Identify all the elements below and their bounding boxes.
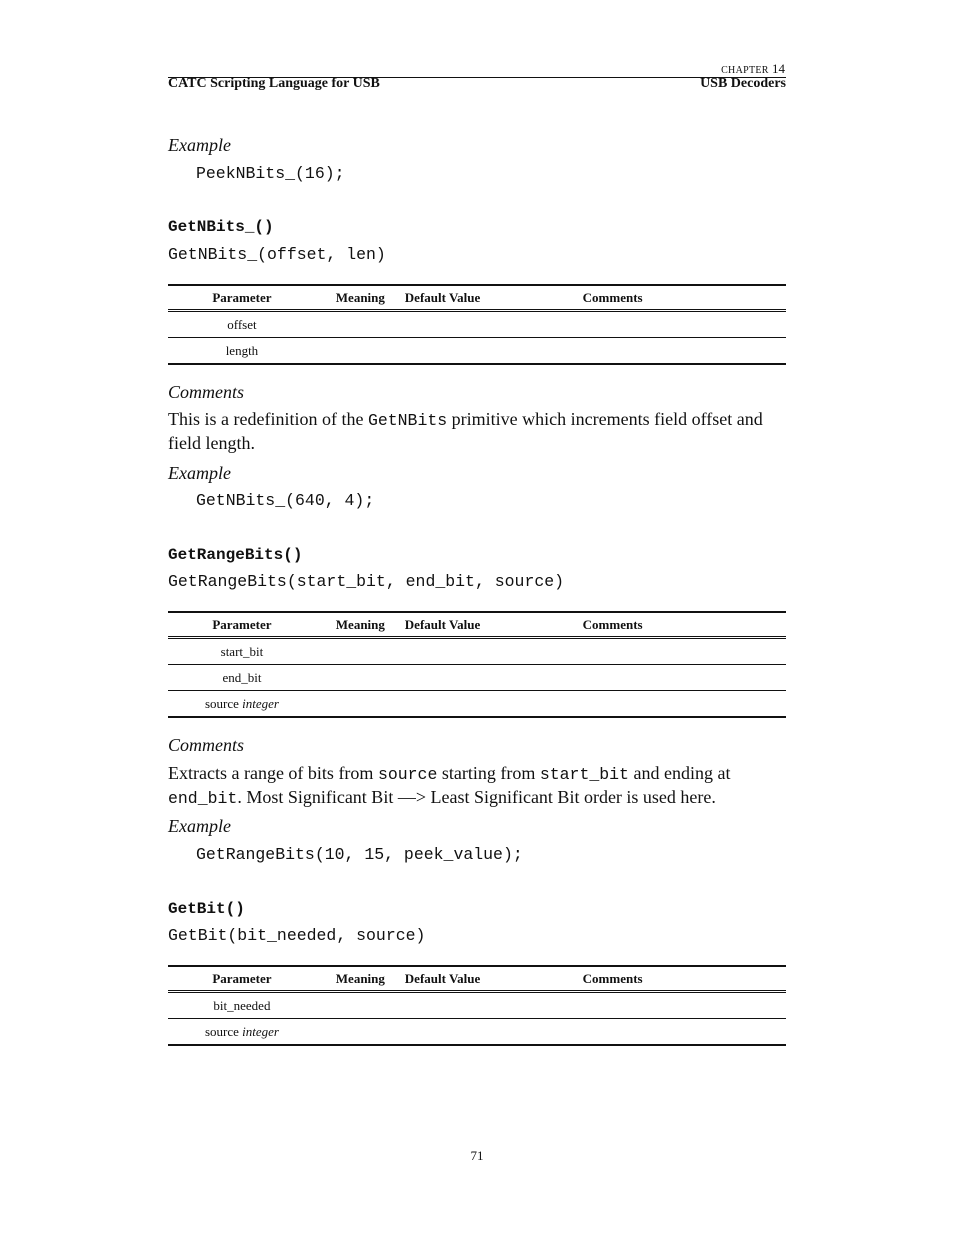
param-type: integer — [242, 695, 279, 711]
param-name: offset — [227, 316, 257, 332]
page-number: 71 — [470, 1148, 484, 1163]
comments-text-part: This is a redefinition of the — [168, 409, 368, 429]
th-comments: Comments — [545, 966, 786, 992]
param-name: length — [225, 342, 259, 358]
comments-text-part: and ending at — [628, 763, 731, 783]
example-label: Example — [168, 816, 231, 836]
comments-text — [168, 408, 786, 454]
chapter-word: CHAPTER — [721, 65, 769, 76]
parameter-table — [168, 965, 786, 1046]
function-title: GetNBits_() — [168, 218, 274, 236]
table-row — [168, 1019, 786, 1046]
chapter-number: 14 — [772, 61, 785, 76]
chapter-label — [721, 61, 785, 77]
th-comments: Comments — [545, 285, 786, 311]
function-signature: GetBit(bit_needed, source) — [168, 926, 426, 945]
table-row — [168, 992, 786, 1019]
table-row — [168, 338, 786, 365]
comments-label: Comments — [168, 735, 244, 755]
inline-code: end_bit — [168, 789, 238, 808]
param-cell — [168, 638, 316, 665]
header-left-title: CATC Scripting Language for USB — [168, 76, 380, 91]
th-comments: Comments — [545, 612, 786, 638]
example-label: Example — [168, 135, 231, 155]
th-default-value: Default Value — [405, 285, 545, 311]
comments-text-part: primitive which increments field offset and field length. — [168, 409, 763, 453]
inline-code: GetNBits — [367, 411, 448, 430]
example-code: GetRangeBits(10, 15, peek_value); — [196, 845, 523, 864]
param-cell — [168, 1019, 316, 1046]
table-row — [168, 691, 786, 718]
th-parameter: Parameter — [168, 285, 316, 311]
comments-label: Comments — [168, 382, 244, 402]
th-meaning: Meaning — [316, 285, 405, 311]
th-default-value: Default Value — [405, 966, 545, 992]
param-cell — [168, 338, 316, 365]
param-name: bit_needed — [213, 997, 271, 1013]
function-title: GetRangeBits() — [168, 546, 303, 564]
param-cell — [168, 691, 316, 718]
comments-text-part: Extracts a range of bits from — [168, 763, 378, 783]
example-code: PeekNBits_(16); — [196, 164, 345, 183]
param-cell — [168, 311, 316, 338]
param-cell — [168, 992, 316, 1019]
table-row — [168, 638, 786, 665]
th-parameter: Parameter — [168, 966, 316, 992]
comments-text-part: . Most Significant Bit —> Least Significant Bit order is used here. — [237, 787, 716, 807]
parameter-table — [168, 284, 786, 365]
function-signature: GetRangeBits(start_bit, end_bit, source) — [168, 572, 565, 591]
parameter-table — [168, 611, 786, 718]
comments-text — [168, 762, 786, 810]
param-name: source — [204, 1023, 239, 1039]
table-row — [168, 665, 786, 691]
comments-text-part: starting from — [437, 763, 540, 783]
inline-code: start_bit — [539, 765, 629, 784]
param-name: start_bit — [220, 643, 264, 659]
th-meaning: Meaning — [316, 966, 405, 992]
param-cell — [168, 665, 316, 691]
th-default-value: Default Value — [405, 612, 545, 638]
param-name: end_bit — [222, 669, 262, 685]
example-code: GetNBits_(640, 4); — [196, 491, 375, 510]
param-name: source — [204, 695, 239, 711]
param-type: integer — [242, 1023, 279, 1039]
function-signature: GetNBits_(offset, len) — [168, 245, 386, 264]
header-right-title: USB Decoders — [700, 76, 786, 91]
th-parameter: Parameter — [168, 612, 316, 638]
function-title: GetBit() — [168, 900, 245, 918]
example-label: Example — [168, 463, 231, 483]
inline-code: source — [377, 765, 438, 784]
th-meaning: Meaning — [316, 612, 405, 638]
table-row — [168, 311, 786, 338]
